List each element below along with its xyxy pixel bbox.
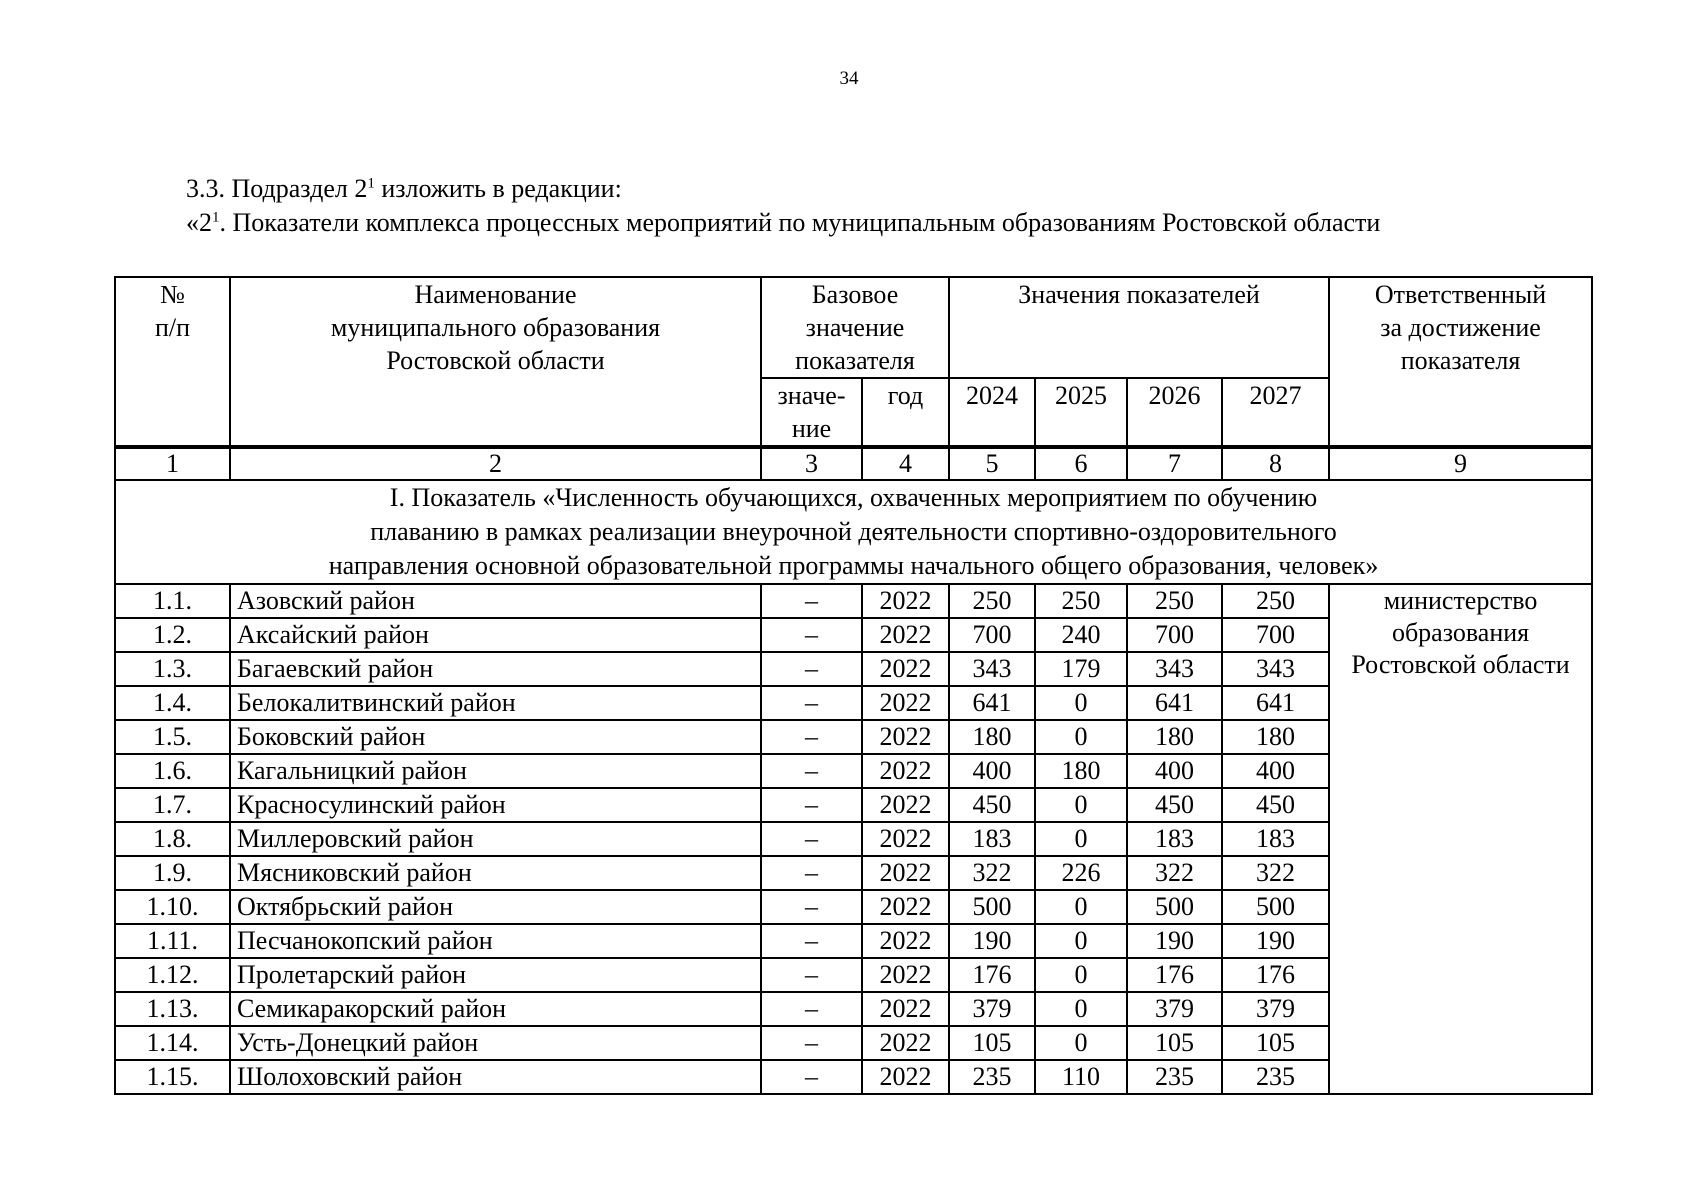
row-value-2025: 0: [1035, 924, 1127, 958]
header-base-value: значе- ние: [761, 378, 862, 447]
row-value-2024: 250: [949, 584, 1035, 618]
row-name: Октябрьский район: [230, 890, 761, 924]
row-value-2026: 343: [1127, 652, 1222, 686]
row-name: Красносулинский район: [230, 788, 761, 822]
row-num: 1.12.: [115, 958, 230, 992]
row-value-2024: 322: [949, 856, 1035, 890]
row-value-2025: 0: [1035, 890, 1127, 924]
intro-line-1: 3.3. Подраздел $2^1$ изложить в редакции:: [186, 174, 622, 203]
row-value-2027: 183: [1222, 822, 1329, 856]
row-num: 1.8.: [115, 822, 230, 856]
column-number: 8: [1222, 447, 1329, 480]
row-value-2027: 190: [1222, 924, 1329, 958]
header-year-2024: 2024: [949, 378, 1035, 447]
row-value-2024: 235: [949, 1060, 1035, 1094]
row-value-2027: 235: [1222, 1060, 1329, 1094]
column-number: 1: [115, 447, 230, 480]
row-num: 1.2.: [115, 618, 230, 652]
row-name: Песчанокопский район: [230, 924, 761, 958]
row-base-year: 2022: [862, 1026, 949, 1060]
row-value-2024: 641: [949, 686, 1035, 720]
row-value-2027: 400: [1222, 754, 1329, 788]
row-value-2025: 226: [1035, 856, 1127, 890]
row-value-2024: 450: [949, 788, 1035, 822]
row-base-year: 2022: [862, 958, 949, 992]
header-base: Базовое значение показателя: [761, 277, 949, 378]
row-value-2027: 450: [1222, 788, 1329, 822]
row-base-year: 2022: [862, 618, 949, 652]
row-name: Пролетарский район: [230, 958, 761, 992]
row-base-value: –: [761, 890, 862, 924]
row-num: 1.15.: [115, 1060, 230, 1094]
row-value-2026: 250: [1127, 584, 1222, 618]
row-name: Багаевский район: [230, 652, 761, 686]
row-name: Усть-Донецкий район: [230, 1026, 761, 1060]
row-base-year: 2022: [862, 924, 949, 958]
row-base-year: 2022: [862, 822, 949, 856]
row-name: Белокалитвинский район: [230, 686, 761, 720]
row-num: 1.3.: [115, 652, 230, 686]
row-value-2027: 180: [1222, 720, 1329, 754]
row-base-year: 2022: [862, 788, 949, 822]
row-num: 1.7.: [115, 788, 230, 822]
header-year-2027: 2027: [1222, 378, 1329, 447]
row-value-2026: 183: [1127, 822, 1222, 856]
row-base-year: 2022: [862, 890, 949, 924]
row-name: Мясниковский район: [230, 856, 761, 890]
row-value-2027: 176: [1222, 958, 1329, 992]
row-value-2025: 0: [1035, 720, 1127, 754]
row-num: 1.6.: [115, 754, 230, 788]
row-value-2024: 500: [949, 890, 1035, 924]
row-value-2026: 400: [1127, 754, 1222, 788]
row-value-2024: 105: [949, 1026, 1035, 1060]
header-row-1: [115, 277, 1592, 378]
row-value-2027: 343: [1222, 652, 1329, 686]
row-value-2026: 641: [1127, 686, 1222, 720]
row-name: Аксайский район: [230, 618, 761, 652]
header-year-2026: 2026: [1127, 378, 1222, 447]
row-value-2025: 0: [1035, 958, 1127, 992]
row-value-2024: 183: [949, 822, 1035, 856]
row-value-2025: 0: [1035, 992, 1127, 1026]
header-values: Значения показателей: [949, 277, 1329, 378]
intro-line-2: «$2^1$. Показатели комплекса процессных мероприятий по муниципальным образованиям Ростовской области: [186, 208, 1381, 237]
row-base-year: 2022: [862, 584, 949, 618]
row-value-2025: 110: [1035, 1060, 1127, 1094]
column-number: 6: [1035, 447, 1127, 480]
row-value-2024: 379: [949, 992, 1035, 1026]
row-value-2024: 400: [949, 754, 1035, 788]
row-num: 1.1.: [115, 584, 230, 618]
row-value-2025: 250: [1035, 584, 1127, 618]
row-value-2026: 190: [1127, 924, 1222, 958]
row-num: 1.11.: [115, 924, 230, 958]
responsible-cell: министерство образования Ростовской области: [1329, 584, 1592, 1094]
row-value-2027: 322: [1222, 856, 1329, 890]
header-num: № п/п: [115, 277, 230, 447]
row-base-year: 2022: [862, 652, 949, 686]
row-value-2026: 105: [1127, 1026, 1222, 1060]
section-title: I. Показатель «Численность обучающихся, охваченных мероприятием по обучению плаванию в рамках реализации внеурочной деятельности спортивно-оздоровительного направления основной образовательной программы начального общего образования, человек»: [115, 480, 1592, 584]
row-value-2024: 343: [949, 652, 1035, 686]
row-value-2025: 0: [1035, 1026, 1127, 1060]
column-number: 9: [1329, 447, 1592, 480]
row-base-value: –: [761, 1060, 862, 1094]
row-base-value: –: [761, 924, 862, 958]
column-number: 7: [1127, 447, 1222, 480]
header-responsible: Ответственный за достижение показателя: [1329, 277, 1592, 447]
header-name: Наименование муниципального образования Ростовской области: [230, 277, 761, 447]
row-value-2025: 179: [1035, 652, 1127, 686]
row-value-2026: 700: [1127, 618, 1222, 652]
row-base-value: –: [761, 856, 862, 890]
row-value-2027: 500: [1222, 890, 1329, 924]
row-name: Шолоховский район: [230, 1060, 761, 1094]
row-base-year: 2022: [862, 1060, 949, 1094]
row-name: Кагальницкий район: [230, 754, 761, 788]
row-name: Миллеровский район: [230, 822, 761, 856]
row-base-value: –: [761, 652, 862, 686]
row-num: 1.4.: [115, 686, 230, 720]
row-value-2027: 700: [1222, 618, 1329, 652]
row-value-2027: 641: [1222, 686, 1329, 720]
column-number: 5: [949, 447, 1035, 480]
row-value-2027: 250: [1222, 584, 1329, 618]
row-base-value: –: [761, 720, 862, 754]
row-value-2025: 180: [1035, 754, 1127, 788]
row-base-value: –: [761, 958, 862, 992]
indicators-table: [114, 276, 1593, 1095]
row-value-2026: 450: [1127, 788, 1222, 822]
section-title-row: [115, 480, 1592, 584]
row-value-2026: 235: [1127, 1060, 1222, 1094]
column-number: 4: [862, 447, 949, 480]
row-value-2025: 240: [1035, 618, 1127, 652]
row-base-value: –: [761, 618, 862, 652]
row-value-2024: 700: [949, 618, 1035, 652]
header-base-year: год: [862, 378, 949, 447]
row-num: 1.13.: [115, 992, 230, 1026]
row-base-year: 2022: [862, 754, 949, 788]
intro-text: [186, 172, 1380, 240]
row-num: 1.9.: [115, 856, 230, 890]
row-base-value: –: [761, 1026, 862, 1060]
row-base-year: 2022: [862, 720, 949, 754]
row-value-2024: 176: [949, 958, 1035, 992]
row-base-value: –: [761, 992, 862, 1026]
column-number: 2: [230, 447, 761, 480]
row-value-2025: 0: [1035, 788, 1127, 822]
row-value-2025: 0: [1035, 686, 1127, 720]
row-name: Семикаракорский район: [230, 992, 761, 1026]
column-numbers-row: [115, 447, 1592, 480]
row-value-2027: 105: [1222, 1026, 1329, 1060]
row-value-2024: 180: [949, 720, 1035, 754]
row-num: 1.14.: [115, 1026, 230, 1060]
row-name: Боковский район: [230, 720, 761, 754]
row-base-value: –: [761, 822, 862, 856]
table-row: [115, 584, 1592, 618]
row-value-2025: 0: [1035, 822, 1127, 856]
row-name: Азовский район: [230, 584, 761, 618]
row-value-2026: 379: [1127, 992, 1222, 1026]
row-base-value: –: [761, 754, 862, 788]
row-value-2026: 176: [1127, 958, 1222, 992]
page-number: 34: [839, 68, 859, 89]
column-number: 3: [761, 447, 862, 480]
row-base-year: 2022: [862, 856, 949, 890]
row-value-2026: 500: [1127, 890, 1222, 924]
row-value-2027: 379: [1222, 992, 1329, 1026]
row-base-year: 2022: [862, 686, 949, 720]
header-year-2025: 2025: [1035, 378, 1127, 447]
row-base-year: 2022: [862, 992, 949, 1026]
row-value-2026: 322: [1127, 856, 1222, 890]
row-base-value: –: [761, 584, 862, 618]
row-base-value: –: [761, 788, 862, 822]
row-value-2024: 190: [949, 924, 1035, 958]
row-base-value: –: [761, 686, 862, 720]
row-num: 1.10.: [115, 890, 230, 924]
row-num: 1.5.: [115, 720, 230, 754]
row-value-2026: 180: [1127, 720, 1222, 754]
